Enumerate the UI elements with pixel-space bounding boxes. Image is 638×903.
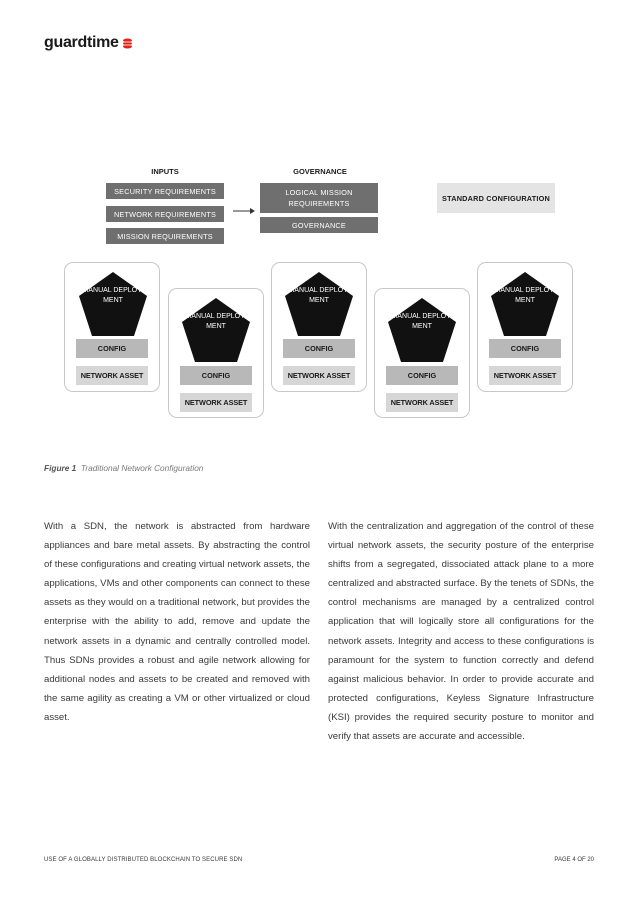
input-mission-requirements: MISSION REQUIREMENTS: [106, 228, 224, 244]
figure-number: Figure 1: [44, 463, 77, 473]
input-security-requirements: SECURITY REQUIREMENTS: [106, 183, 224, 199]
network-asset-box: NETWORK ASSET: [489, 366, 561, 385]
config-box: CONFIG: [386, 366, 458, 385]
footer-page-number: PAGE 4 OF 20: [554, 857, 594, 863]
config-box: CONFIG: [489, 339, 561, 358]
standard-configuration-box: STANDARD CONFIGURATION: [437, 183, 555, 213]
footer-document-title: USE OF A GLOBALLY DISTRIBUTED BLOCKCHAIN TO SECURE SDN: [44, 857, 243, 863]
network-asset-box: NETWORK ASSET: [76, 366, 148, 385]
governance-label: GOVERNANCE: [293, 167, 347, 176]
body-text-right-column: With the centralization and aggregation of the control of these virtual network assets, the security posture of the enterprise shifts from a segregated, dissociated attack plane to a more centralized and abstracted surface. By the tenets of SDNs, the control mechanisms are managed by a centralized control application that will logically store all configurations for the network assets. Integrity and access to these configurations is paramount for the system to function correctly and defend against malicious behavior. In order to provide accurate and protected configurations, Keyless Signature Infrastructure (KSI) provides the required security posture to monitor and verify that assets are accurate and accessible.: [328, 521, 594, 743]
body-text-left-column: With a SDN, the network is abstracted from hardware appliances and bare metal assets. By abstracting the control of these configurations and creating virtual network assets, the applications, VMs and other components can connect to these assets as they would on a traditional network, but provides the enterprise with the ability to add, remove and update the network assets in a dynamic and centrally controlled model. Thus SDNs provides a robust and agile network allowing for additional nodes and assets to be created and removed with the same agility as creating a VM or other virtualized or cloud asset.: [44, 521, 310, 723]
config-box: CONFIG: [283, 339, 355, 358]
network-configuration-diagram: [0, 0, 638, 440]
manual-deployment-pentagon: MANUAL DEPLOY- MENT: [79, 272, 147, 336]
network-asset-box: NETWORK ASSET: [386, 393, 458, 412]
flow-arrow-icon: [233, 206, 257, 216]
figure-title: Traditional Network Configuration: [80, 463, 204, 473]
input-network-requirements: NETWORK REQUIREMENTS: [106, 206, 224, 222]
manual-deployment-pentagon: MANUAL DEPLOY- MENT: [491, 272, 559, 336]
governance-box: GOVERNANCE: [260, 217, 378, 233]
manual-deployment-pentagon: MANUAL DEPLOY- MENT: [388, 298, 456, 362]
manual-deployment-pentagon: MANUAL DEPLOY- MENT: [182, 298, 250, 362]
config-box: CONFIG: [76, 339, 148, 358]
logical-mission-requirements-box: LOGICAL MISSION REQUIREMENTS: [260, 183, 378, 213]
inputs-label: INPUTS: [151, 167, 179, 176]
config-box: CONFIG: [180, 366, 252, 385]
network-asset-box: NETWORK ASSET: [283, 366, 355, 385]
figure-caption: [44, 463, 203, 473]
manual-deployment-pentagon: MANUAL DEPLOY- MENT: [285, 272, 353, 336]
network-asset-box: NETWORK ASSET: [180, 393, 252, 412]
logo-wordmark: guardtime: [44, 34, 119, 51]
